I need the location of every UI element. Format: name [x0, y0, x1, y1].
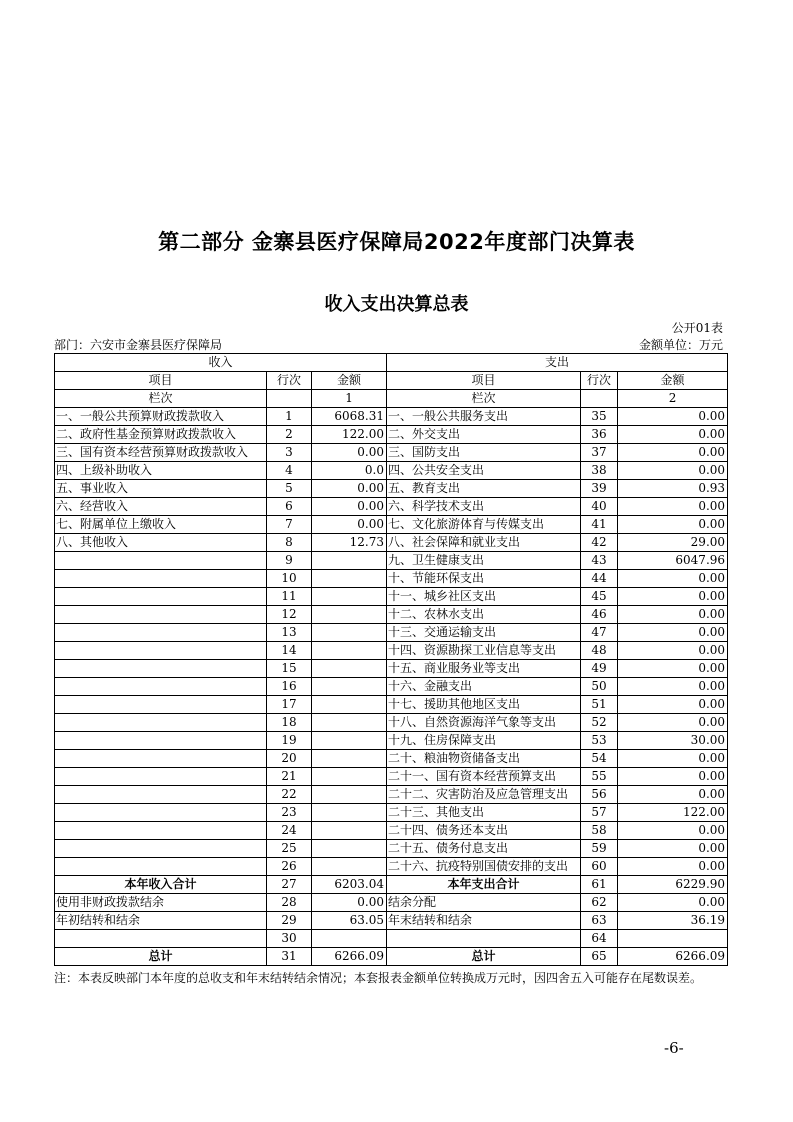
income-amount-cell	[312, 642, 387, 660]
income-item-cell: 总计	[55, 948, 267, 966]
expense-amount-cell: 0.00	[618, 660, 728, 678]
income-line-cell: 18	[267, 714, 312, 732]
income-section-header: 收入	[55, 354, 387, 372]
income-line-cell: 6	[267, 498, 312, 516]
expense-amount-cell: 6266.09	[618, 948, 728, 966]
expense-column-index-value: 2	[618, 390, 728, 408]
income-item-cell	[55, 714, 267, 732]
table-row	[55, 444, 728, 462]
expense-amount-cell: 0.00	[618, 462, 728, 480]
expense-item-cell: 四、公共安全支出	[387, 462, 581, 480]
table-row	[55, 678, 728, 696]
income-item-cell: 一、一般公共预算财政拨款收入	[55, 408, 267, 426]
expense-line-cell: 57	[581, 804, 618, 822]
table-row	[55, 948, 728, 966]
expense-item-cell	[387, 930, 581, 948]
expense-line-cell: 53	[581, 732, 618, 750]
income-line-cell: 7	[267, 516, 312, 534]
income-amount-cell	[312, 714, 387, 732]
expense-column-index-label: 栏次	[387, 390, 581, 408]
expense-line-cell: 52	[581, 714, 618, 732]
income-item-cell: 三、国有资本经营预算财政拨款收入	[55, 444, 267, 462]
expense-item-cell: 十二、农林水支出	[387, 606, 581, 624]
income-line-cell: 27	[267, 876, 312, 894]
income-line-cell: 29	[267, 912, 312, 930]
expense-amount-cell: 0.00	[618, 426, 728, 444]
header-row-section	[55, 354, 728, 372]
income-amount-cell	[312, 570, 387, 588]
table-row	[55, 552, 728, 570]
income-item-cell	[55, 750, 267, 768]
income-expense-table	[54, 353, 728, 966]
income-amount-cell	[312, 678, 387, 696]
income-amount-cell	[312, 660, 387, 678]
income-amount-cell: 12.73	[312, 534, 387, 552]
expense-amount-cell: 0.00	[618, 408, 728, 426]
expense-amount-cell: 0.93	[618, 480, 728, 498]
expense-amount-cell: 0.00	[618, 894, 728, 912]
income-line-cell: 9	[267, 552, 312, 570]
income-item-cell	[55, 768, 267, 786]
income-amount-cell	[312, 768, 387, 786]
expense-line-cell: 54	[581, 750, 618, 768]
expense-item-cell: 五、教育支出	[387, 480, 581, 498]
expense-amount-cell: 36.19	[618, 912, 728, 930]
income-line-cell: 30	[267, 930, 312, 948]
table-row	[55, 840, 728, 858]
income-column-index-label: 栏次	[55, 390, 267, 408]
form-code: 公开01表	[671, 321, 723, 335]
table-row	[55, 696, 728, 714]
table-row	[55, 714, 728, 732]
footnote: 注：本表反映部门本年度的总收支和年末结转结余情况；本套报表金额单位转换成万元时，因四舍五入可能存在尾数误差。	[54, 971, 703, 985]
income-amount-cell	[312, 588, 387, 606]
table-title: 收入支出决算总表	[324, 294, 469, 315]
income-item-cell	[55, 786, 267, 804]
table-row	[55, 606, 728, 624]
expense-line-cell: 64	[581, 930, 618, 948]
expense-line-cell: 50	[581, 678, 618, 696]
table-row	[55, 912, 728, 930]
income-line-cell: 20	[267, 750, 312, 768]
income-item-cell	[55, 570, 267, 588]
income-amount-cell	[312, 732, 387, 750]
expense-line-cell: 37	[581, 444, 618, 462]
income-item-cell: 七、附属单位上缴收入	[55, 516, 267, 534]
income-item-cell	[55, 678, 267, 696]
table-row	[55, 786, 728, 804]
income-line-cell: 11	[267, 588, 312, 606]
income-line-cell: 5	[267, 480, 312, 498]
income-amount-cell: 0.00	[312, 444, 387, 462]
expense-item-cell: 二十二、灾害防治及应急管理支出	[387, 786, 581, 804]
expense-item-cell: 十六、金融支出	[387, 678, 581, 696]
expense-line-cell: 45	[581, 588, 618, 606]
income-line-cell: 24	[267, 822, 312, 840]
income-item-cell: 八、其他收入	[55, 534, 267, 552]
income-line-cell: 1	[267, 408, 312, 426]
income-item-cell	[55, 660, 267, 678]
income-item-cell	[55, 606, 267, 624]
expense-line-header: 行次	[581, 372, 618, 390]
income-line-header: 行次	[267, 372, 312, 390]
income-item-header: 项目	[55, 372, 267, 390]
page-title: 第二部分 金寨县医疗保障局2022年度部门决算表	[158, 230, 635, 254]
expense-item-cell: 结余分配	[387, 894, 581, 912]
expense-amount-cell: 0.00	[618, 678, 728, 696]
expense-line-cell: 35	[581, 408, 618, 426]
expense-amount-cell: 0.00	[618, 840, 728, 858]
expense-amount-cell: 0.00	[618, 714, 728, 732]
expense-section-header: 支出	[387, 354, 728, 372]
expense-line-cell: 65	[581, 948, 618, 966]
income-line-cell: 14	[267, 642, 312, 660]
income-amount-cell	[312, 552, 387, 570]
table-row	[55, 930, 728, 948]
income-item-cell	[55, 624, 267, 642]
income-item-cell	[55, 732, 267, 750]
expense-line-cell: 55	[581, 768, 618, 786]
table-row	[55, 462, 728, 480]
table-row	[55, 588, 728, 606]
table-row	[55, 804, 728, 822]
income-line-cell: 17	[267, 696, 312, 714]
expense-amount-cell: 29.00	[618, 534, 728, 552]
income-line-cell: 22	[267, 786, 312, 804]
expense-item-cell: 十八、自然资源海洋气象等支出	[387, 714, 581, 732]
income-line-cell: 10	[267, 570, 312, 588]
expense-line-cell: 44	[581, 570, 618, 588]
expense-line-cell: 51	[581, 696, 618, 714]
expense-item-cell: 十三、交通运输支出	[387, 624, 581, 642]
table-row	[55, 570, 728, 588]
income-line-cell: 13	[267, 624, 312, 642]
expense-line-cell: 39	[581, 480, 618, 498]
expense-line-cell: 60	[581, 858, 618, 876]
expense-item-cell: 二十五、债务付息支出	[387, 840, 581, 858]
table-row	[55, 426, 728, 444]
table-row	[55, 894, 728, 912]
expense-amount-cell: 122.00	[618, 804, 728, 822]
income-item-cell	[55, 696, 267, 714]
income-line-cell: 25	[267, 840, 312, 858]
expense-item-cell: 六、科学技术支出	[387, 498, 581, 516]
page-number: -6-	[664, 1039, 684, 1057]
expense-amount-cell: 30.00	[618, 732, 728, 750]
expense-line-cell: 47	[581, 624, 618, 642]
header-row-index	[55, 390, 728, 408]
expense-amount-cell: 0.00	[618, 786, 728, 804]
expense-amount-cell: 0.00	[618, 516, 728, 534]
income-line-cell: 2	[267, 426, 312, 444]
expense-column-index-blank	[581, 390, 618, 408]
expense-amount-cell: 0.00	[618, 642, 728, 660]
income-item-cell	[55, 642, 267, 660]
expense-amount-cell: 0.00	[618, 696, 728, 714]
income-item-cell	[55, 588, 267, 606]
expense-amount-header: 金额	[618, 372, 728, 390]
expense-item-cell: 七、文化旅游体育与传媒支出	[387, 516, 581, 534]
income-item-cell: 本年收入合计	[55, 876, 267, 894]
table-row	[55, 768, 728, 786]
expense-item-cell: 二十四、债务还本支出	[387, 822, 581, 840]
income-amount-cell: 6068.31	[312, 408, 387, 426]
income-amount-cell	[312, 930, 387, 948]
expense-item-cell: 二十六、抗疫特别国债安排的支出	[387, 858, 581, 876]
expense-item-cell: 二十一、国有资本经营预算支出	[387, 768, 581, 786]
expense-item-cell: 十、节能环保支出	[387, 570, 581, 588]
income-amount-cell: 0.00	[312, 894, 387, 912]
income-amount-cell: 6266.09	[312, 948, 387, 966]
expense-item-cell: 十一、城乡社区支出	[387, 588, 581, 606]
expense-line-cell: 36	[581, 426, 618, 444]
expense-item-cell: 九、卫生健康支出	[387, 552, 581, 570]
table-row	[55, 624, 728, 642]
income-item-cell	[55, 930, 267, 948]
income-amount-cell: 0.00	[312, 480, 387, 498]
income-item-cell: 六、经营收入	[55, 498, 267, 516]
expense-amount-cell: 0.00	[618, 606, 728, 624]
expense-item-cell: 八、社会保障和就业支出	[387, 534, 581, 552]
income-amount-cell	[312, 858, 387, 876]
income-item-cell: 五、事业收入	[55, 480, 267, 498]
expense-line-cell: 38	[581, 462, 618, 480]
expense-item-cell: 二十三、其他支出	[387, 804, 581, 822]
expense-item-cell: 十五、商业服务业等支出	[387, 660, 581, 678]
income-line-cell: 26	[267, 858, 312, 876]
expense-line-cell: 62	[581, 894, 618, 912]
income-line-cell: 19	[267, 732, 312, 750]
income-item-cell: 二、政府性基金预算财政拨款收入	[55, 426, 267, 444]
expense-amount-cell	[618, 930, 728, 948]
expense-amount-cell: 0.00	[618, 750, 728, 768]
income-line-cell: 4	[267, 462, 312, 480]
income-item-cell	[55, 840, 267, 858]
expense-amount-cell: 0.00	[618, 498, 728, 516]
expense-line-cell: 61	[581, 876, 618, 894]
table-body	[55, 354, 728, 966]
income-amount-header: 金额	[312, 372, 387, 390]
expense-item-header: 项目	[387, 372, 581, 390]
expense-line-cell: 58	[581, 822, 618, 840]
table-row	[55, 516, 728, 534]
income-amount-cell: 63.05	[312, 912, 387, 930]
income-amount-cell	[312, 624, 387, 642]
expense-line-cell: 42	[581, 534, 618, 552]
expense-item-cell: 总计	[387, 948, 581, 966]
income-item-cell	[55, 552, 267, 570]
table-row	[55, 822, 728, 840]
unit-label: 金额单位：万元	[638, 338, 723, 352]
income-amount-cell: 0.00	[312, 516, 387, 534]
expense-amount-cell: 0.00	[618, 624, 728, 642]
table-row	[55, 750, 728, 768]
expense-item-cell: 一、一般公共服务支出	[387, 408, 581, 426]
expense-item-cell: 二十、粮油物资储备支出	[387, 750, 581, 768]
table-row	[55, 858, 728, 876]
expense-line-cell: 49	[581, 660, 618, 678]
income-item-cell	[55, 804, 267, 822]
table-row	[55, 408, 728, 426]
income-amount-cell	[312, 840, 387, 858]
expense-amount-cell: 6229.90	[618, 876, 728, 894]
expense-item-cell: 十九、住房保障支出	[387, 732, 581, 750]
expense-item-cell: 十七、援助其他地区支出	[387, 696, 581, 714]
income-item-cell	[55, 822, 267, 840]
income-column-index-value: 1	[312, 390, 387, 408]
expense-line-cell: 46	[581, 606, 618, 624]
expense-item-cell: 三、国防支出	[387, 444, 581, 462]
income-item-cell: 使用非财政拨款结余	[55, 894, 267, 912]
table-row	[55, 660, 728, 678]
expense-amount-cell: 0.00	[618, 768, 728, 786]
income-amount-cell: 0.0	[312, 462, 387, 480]
income-line-cell: 12	[267, 606, 312, 624]
income-line-cell: 31	[267, 948, 312, 966]
expense-item-cell: 本年支出合计	[387, 876, 581, 894]
expense-item-cell: 十四、资源勘探工业信息等支出	[387, 642, 581, 660]
income-amount-cell: 0.00	[312, 498, 387, 516]
expense-line-cell: 56	[581, 786, 618, 804]
income-amount-cell	[312, 606, 387, 624]
expense-amount-cell: 0.00	[618, 570, 728, 588]
table-row	[55, 732, 728, 750]
expense-item-cell: 二、外交支出	[387, 426, 581, 444]
expense-item-cell: 年末结转和结余	[387, 912, 581, 930]
income-item-cell	[55, 858, 267, 876]
expense-line-cell: 59	[581, 840, 618, 858]
income-line-cell: 16	[267, 678, 312, 696]
income-amount-cell	[312, 750, 387, 768]
income-line-cell: 8	[267, 534, 312, 552]
table-row	[55, 642, 728, 660]
expense-amount-cell: 0.00	[618, 858, 728, 876]
income-amount-cell	[312, 822, 387, 840]
expense-amount-cell: 0.00	[618, 444, 728, 462]
table-row	[55, 480, 728, 498]
income-line-cell: 28	[267, 894, 312, 912]
expense-amount-cell: 0.00	[618, 588, 728, 606]
income-line-cell: 23	[267, 804, 312, 822]
expense-line-cell: 43	[581, 552, 618, 570]
income-amount-cell	[312, 804, 387, 822]
expense-line-cell: 63	[581, 912, 618, 930]
income-amount-cell: 122.00	[312, 426, 387, 444]
table-row	[55, 876, 728, 894]
expense-line-cell: 48	[581, 642, 618, 660]
income-line-cell: 3	[267, 444, 312, 462]
income-amount-cell	[312, 786, 387, 804]
income-column-index-blank	[267, 390, 312, 408]
table-row	[55, 534, 728, 552]
table-row	[55, 498, 728, 516]
expense-line-cell: 40	[581, 498, 618, 516]
income-item-cell: 四、上级补助收入	[55, 462, 267, 480]
income-line-cell: 15	[267, 660, 312, 678]
department-label: 部门：六安市金寨县医疗保障局	[54, 338, 223, 352]
expense-amount-cell: 6047.96	[618, 552, 728, 570]
expense-amount-cell: 0.00	[618, 822, 728, 840]
header-row-columns	[55, 372, 728, 390]
income-amount-cell: 6203.04	[312, 876, 387, 894]
income-line-cell: 21	[267, 768, 312, 786]
income-amount-cell	[312, 696, 387, 714]
expense-line-cell: 41	[581, 516, 618, 534]
income-item-cell: 年初结转和结余	[55, 912, 267, 930]
